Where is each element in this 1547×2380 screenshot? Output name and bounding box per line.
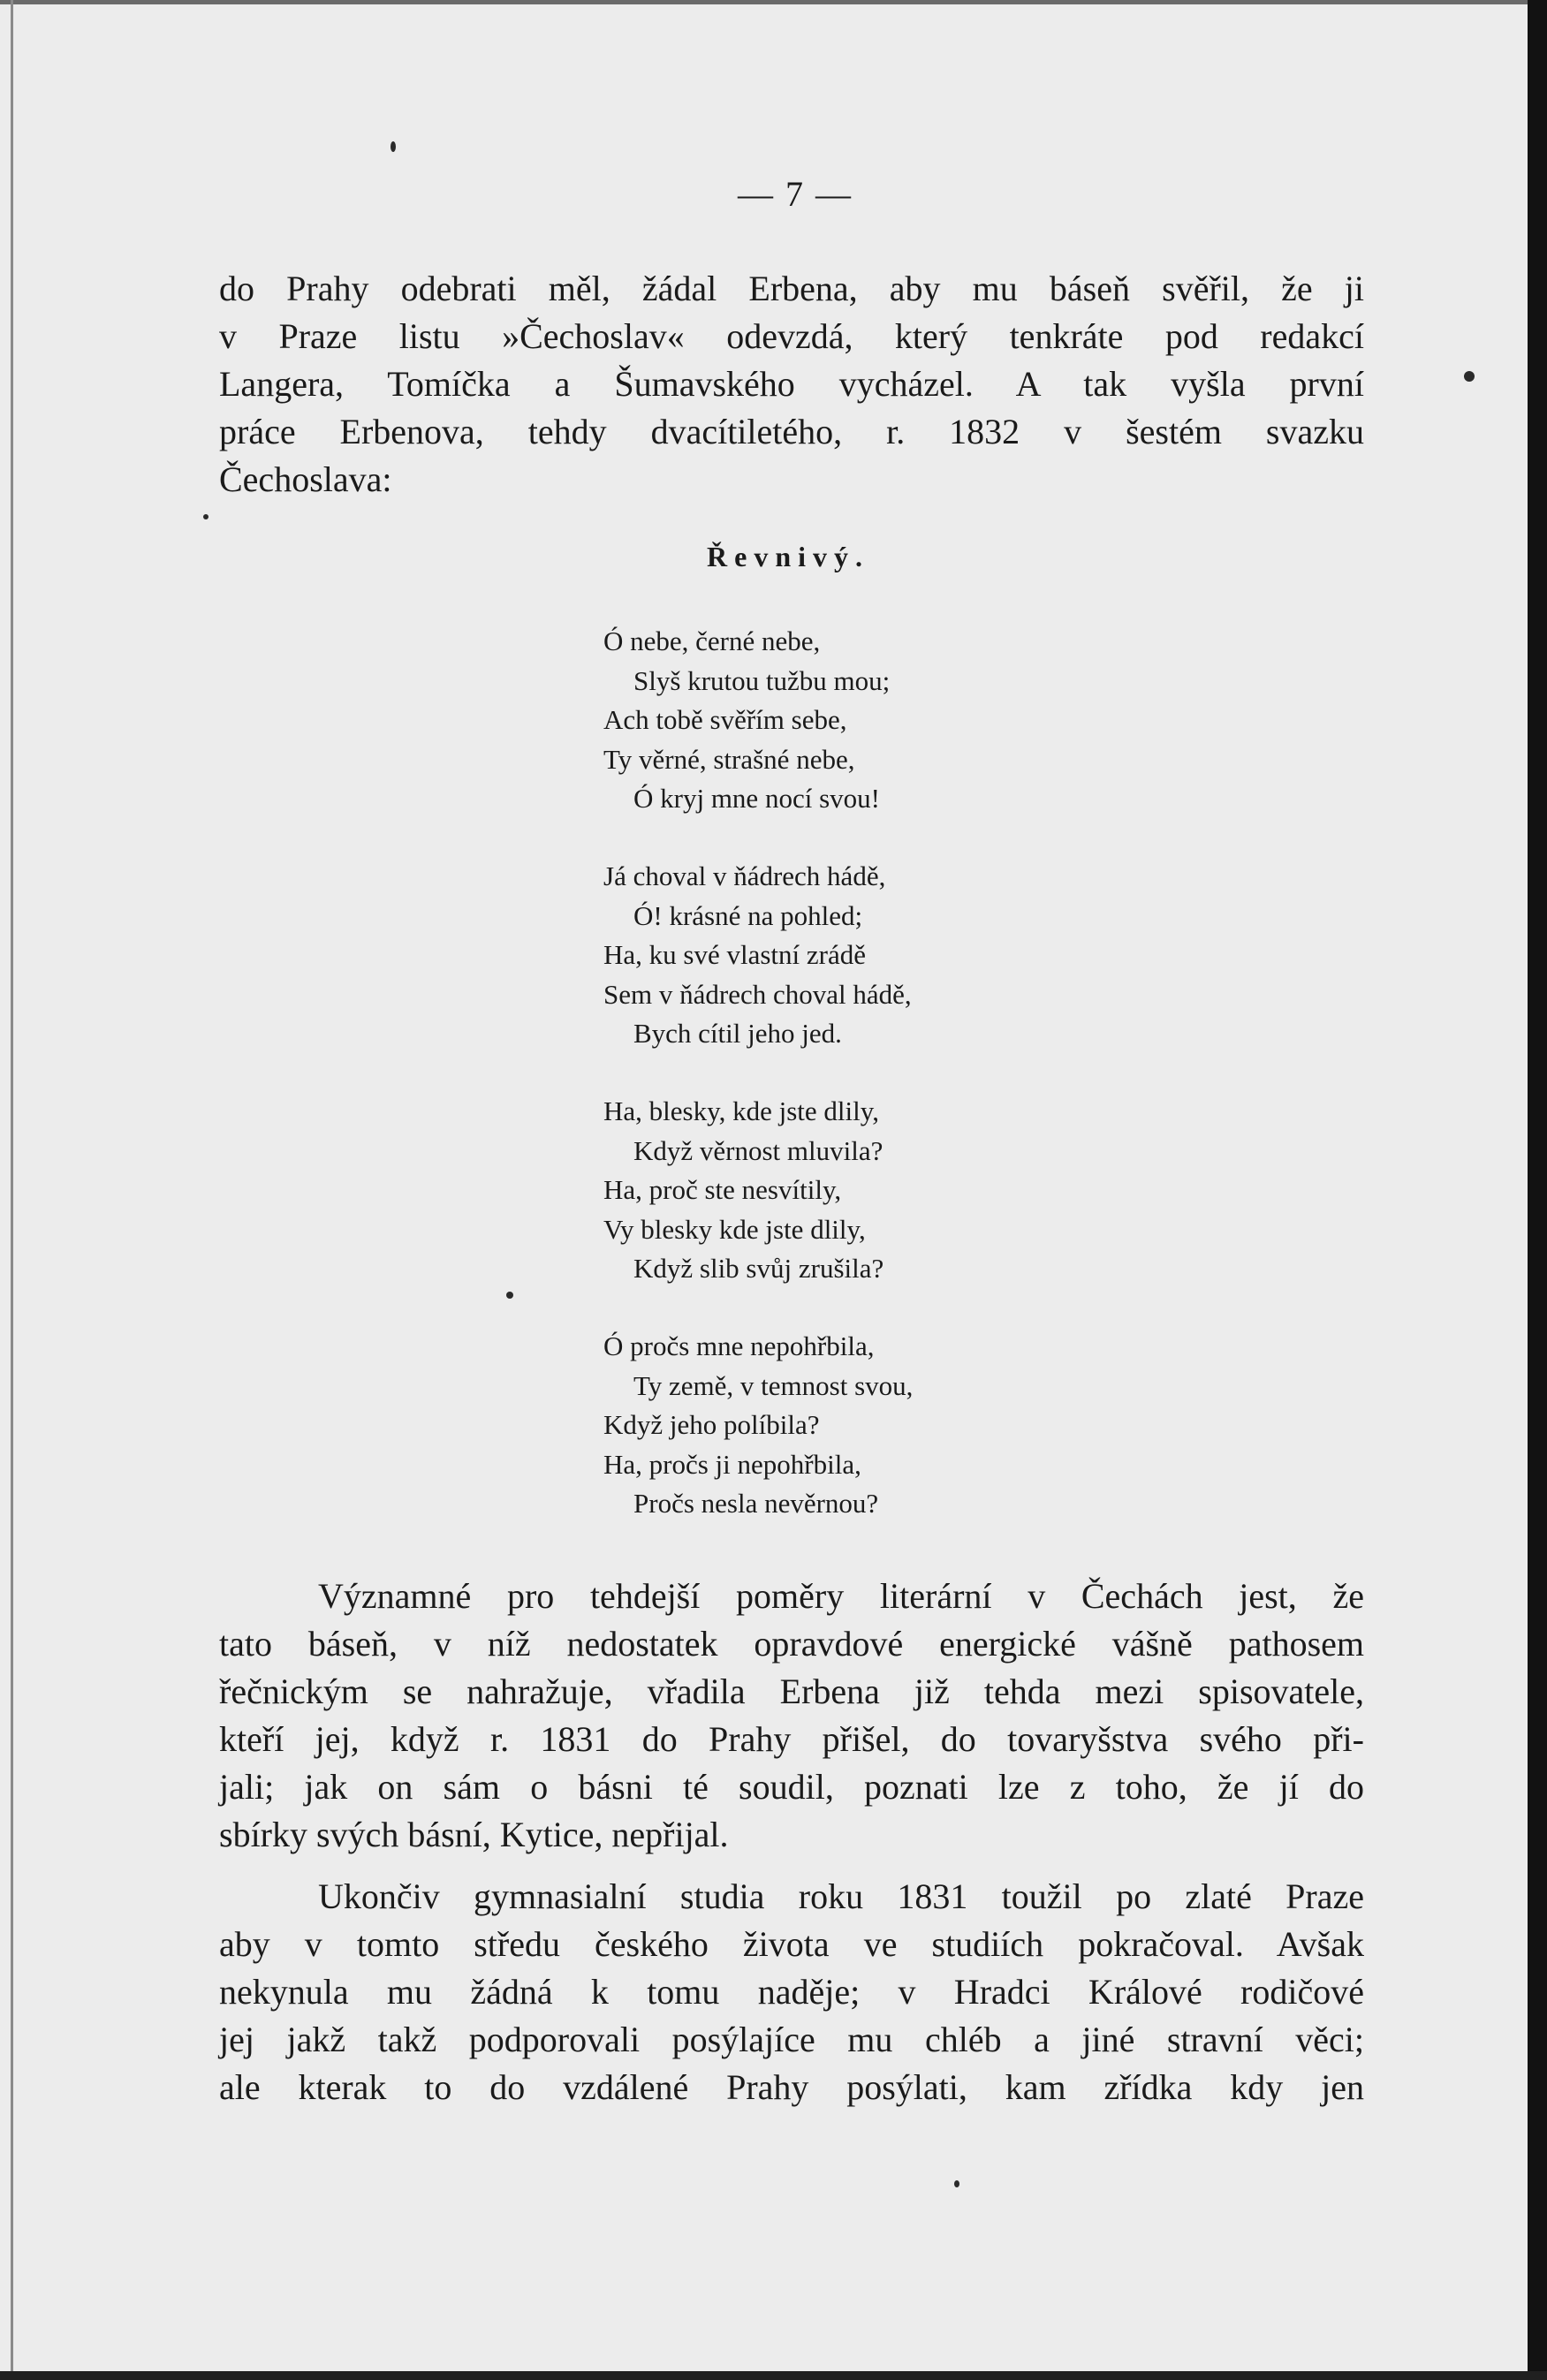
paragraph-line: sbírky svých básní, Kytice, nepřijal.: [219, 1815, 729, 1854]
paragraph-line: tato báseň, v níž nedostatek opravdové energické vášně pathosem: [219, 1624, 1364, 1664]
poem-line: Slyš krutou tužbu mou;: [633, 664, 891, 696]
poem-line: Já choval v ňádrech hádě,: [603, 860, 886, 891]
poem-line: Pročs nesla nevěrnou?: [633, 1488, 879, 1519]
poem-line: Ha, blesky, kde jste dlily,: [603, 1095, 879, 1126]
poem-line: Ó! krásné na pohled;: [633, 899, 863, 931]
paragraph-line: Ukončiv gymnasialní studia roku 1831 toužil po zlaté Praze: [318, 1876, 1364, 1916]
poem-title: Řevnivý.: [707, 541, 869, 572]
poem-stanza: [603, 1327, 1134, 1524]
poem-line: Ó kryj mne nocí svou!: [633, 783, 880, 814]
paragraph-line: jali; jak on sám o básni té soudil, poznati lze z toho, že jí do: [219, 1767, 1364, 1807]
page-number: — 7 —: [738, 174, 853, 214]
intro-line: Langera, Tomíčka a Šumavského vycházel. A tak vyšla první: [219, 364, 1364, 404]
intro-line: v Praze listu »Čechoslav« odevzdá, který tenkráte pod redakcí: [219, 316, 1364, 356]
paragraph-line: jej jakž takž podporovali posýlajíce mu chléb a jiné stravní věci;: [219, 2020, 1364, 2059]
poem-stanza: [603, 857, 1134, 1054]
poem-line: Ha, ku své vlastní zrádě: [603, 939, 866, 970]
paragraph-line: Významné pro tehdejší poměry literární v Čechách jest, že: [318, 1576, 1364, 1616]
poem-line: Ha, proč ste nesvítily,: [603, 1174, 842, 1205]
scan-edge-left: [11, 0, 13, 2380]
scan-speck: [203, 514, 209, 519]
paragraph-line: nekynula mu žádná k tomu naděje; v Hradci Králové rodičové: [219, 1972, 1364, 2012]
paragraph-line: aby v tomto středu českého života ve studiích pokračoval. Avšak: [219, 1924, 1364, 1964]
poem-line: Když slib svůj zrušila?: [633, 1253, 884, 1284]
poem-line: Ach tobě svěřím sebe,: [603, 704, 847, 735]
paragraph-line: kteří jej, když r. 1831 do Prahy přišel, do tovaryšstva svého při-: [219, 1719, 1364, 1759]
scan-speck: [391, 141, 396, 152]
poem-line: Ó nebe, černé nebe,: [603, 625, 821, 656]
intro-line: Čechoslava:: [219, 459, 392, 499]
paragraph-line: ale kterak to do vzdálené Prahy posýlati, kam zřídka kdy jen: [219, 2067, 1364, 2107]
poem-line: Ty věrné, strašné nebe,: [603, 743, 855, 775]
intro-line: do Prahy odebrati měl, žádal Erbena, aby mu báseň svěřil, že ji: [219, 269, 1364, 308]
scan-speck: [954, 2180, 959, 2187]
poem-stanza: [603, 1092, 1134, 1289]
intro-line: práce Erbenova, tehdy dvacítiletého, r. 1832 v šestém svazku: [219, 412, 1364, 451]
poem-stanza: [603, 622, 1134, 819]
poem-line: Vy blesky kde jste dlily,: [603, 1213, 866, 1245]
poem-line: Ó pročs mne nepohřbila,: [603, 1330, 875, 1361]
paragraph-2: [219, 1873, 1364, 2111]
scan-edge-bottom: [0, 2371, 1547, 2380]
scan-edge-right: [1528, 0, 1547, 2380]
poem-line: Ty země, v temnost svou,: [633, 1369, 914, 1401]
poem-line: Sem v ňádrech choval hádě,: [603, 978, 912, 1010]
scan-edge-top: [0, 0, 1547, 4]
paragraph-1: [219, 1573, 1364, 1859]
scan-speck: [1464, 371, 1475, 382]
intro-paragraph: [219, 265, 1364, 504]
scan-speck: [506, 1292, 513, 1299]
poem-line: Ha, pročs ji nepohřbila,: [603, 1448, 861, 1480]
paragraph-line: řečnickým se nahražuje, vřadila Erbena již tehda mezi spisovatele,: [219, 1671, 1364, 1711]
poem-line: Bych cítil jeho jed.: [633, 1018, 842, 1049]
poem-line: Když věrnost mluvila?: [633, 1134, 883, 1166]
poem-line: Když jeho políbila?: [603, 1409, 820, 1440]
